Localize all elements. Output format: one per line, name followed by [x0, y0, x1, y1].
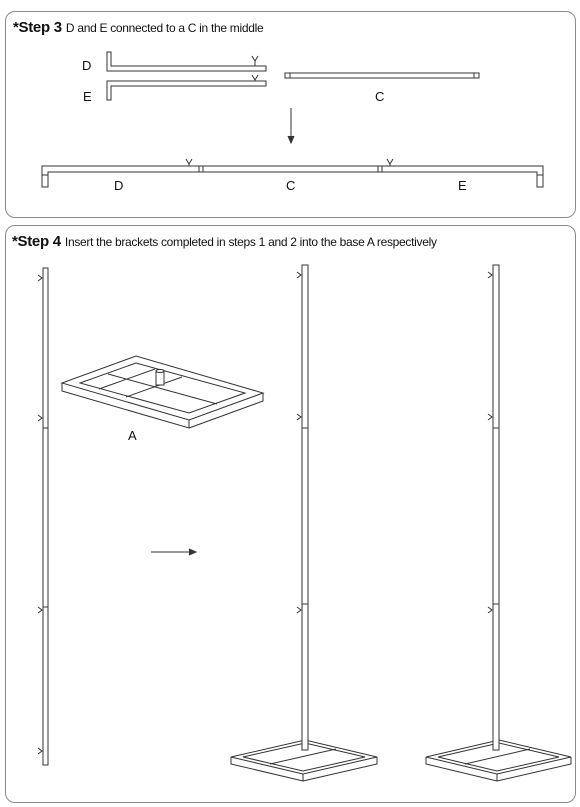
clip-icon [297, 272, 301, 278]
label-d-top: D [82, 58, 92, 73]
right-arrow-icon [151, 549, 196, 555]
step3-number: *Step 3 [13, 19, 62, 36]
stand-right [426, 265, 571, 781]
clip-icon [488, 272, 492, 278]
clip-icon [38, 415, 42, 421]
clip-icon [488, 414, 492, 420]
stand-middle [231, 265, 377, 781]
clip-icon [38, 607, 42, 613]
step4-description: Insert the brackets completed in steps 1 and 2 into the base A respectively [64, 235, 437, 249]
label-base-a: A [128, 428, 137, 443]
clip-icon [297, 414, 301, 420]
step3-description: D and E connected to a C in the middle [65, 21, 264, 35]
clip-icon [297, 607, 301, 613]
clip-icon [38, 275, 42, 281]
step4-number: *Step 4 [12, 233, 61, 250]
label-e-top: E [83, 89, 92, 104]
label-c-bottom: C [286, 178, 296, 193]
base-a [62, 356, 263, 428]
label-c-top: C [375, 89, 385, 104]
label-e-bottom: E [458, 178, 467, 193]
clip-icon [38, 748, 42, 754]
pole-left [38, 268, 48, 765]
clip-icon [488, 607, 492, 613]
label-d-bottom: D [114, 178, 124, 193]
